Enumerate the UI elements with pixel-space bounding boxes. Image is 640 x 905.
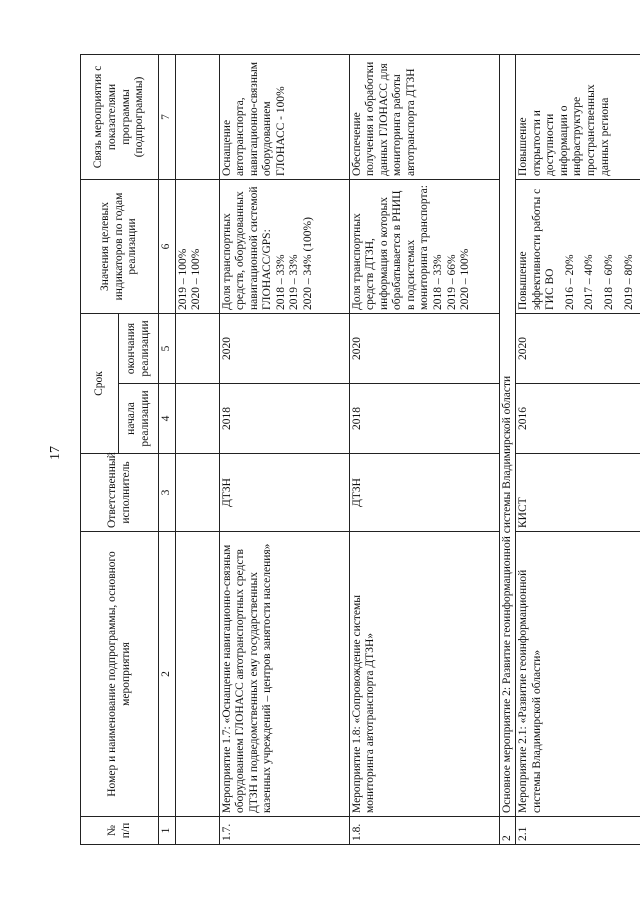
column-number: 2 [159, 532, 176, 817]
row-link [175, 54, 219, 179]
row-indicators [349, 179, 499, 313]
row-link: Обеспечение получения и обработки данных ГЛОНАСС для мониторинга работы автотранспорта ДТЗН [349, 54, 499, 179]
table-row [175, 54, 219, 844]
row-name: Мероприятие 1.8: «Сопровождение системы мониторинга автотранспорта ДТЗН» [349, 532, 499, 817]
header-end: окончания реализации [119, 313, 159, 383]
indicator-line: 2019 – 33% [288, 254, 301, 310]
row-num [175, 817, 219, 845]
indicator-line: Доля транспортных средств ДТЗН, информация о которых обрабатывается в РНИЦ в подсистемах мониторинга транспорта: [350, 185, 431, 310]
row-executor: ДТЗН [219, 454, 349, 532]
row-link: Повышение открытости и доступности информации о инфраструктуре пространственных данных региона [516, 54, 640, 179]
indicator-line: 2018 – 33% [431, 254, 444, 310]
rotated-table-wrapper [80, 55, 640, 845]
header-name: Номер и наименование подпрограммы, основного мероприятия [81, 532, 159, 817]
section-title: Основное мероприятие 2: Развитие геоинформационной системы Владимирской области [499, 54, 516, 816]
header-term: Срок [81, 313, 119, 453]
row-executor: КИСТ [516, 454, 640, 532]
column-number: 3 [159, 454, 176, 532]
column-number: 4 [159, 384, 176, 454]
header-num: № п/п [81, 817, 159, 845]
indicator-line: 2019 – 100% [176, 248, 189, 310]
row-name: Мероприятие 1.7: «Оснащение навигационно-связным оборудованием ГЛОНАСС автотранспортных средств ДТЗН и подведомственных ему государственных казенных учреждений – центров занятости населения» [219, 532, 349, 817]
indicator-line: 2017 – 40% [583, 254, 596, 310]
row-num: 1.7. [219, 817, 349, 845]
row-name [175, 532, 219, 817]
row-end: 2020 [349, 313, 499, 383]
table-row [219, 54, 349, 844]
header-start: начала реализации [119, 384, 159, 454]
indicator-line: 2020 – 100% [459, 248, 472, 310]
row-start: 2018 [349, 384, 499, 454]
indicator-line: 2019 – 66% [445, 254, 458, 310]
page-number: 17 [48, 446, 63, 460]
row-num: 1.8. [349, 817, 499, 845]
row-link: Оснащение автотранспорта, навигационно-связным оборудованием ГЛОНАСС - 100% [219, 54, 349, 179]
indicator-line: 2020 – 34% (100%) [301, 217, 314, 310]
header-executor: Ответственный исполнитель [81, 454, 159, 532]
row-start: 2018 [219, 384, 349, 454]
indicator-line: Повышение эффективности работы с ГИС ВО [517, 188, 557, 310]
section-row [499, 54, 516, 844]
row-executor [175, 454, 219, 532]
column-number: 6 [159, 179, 176, 313]
row-start: 2016 [516, 384, 640, 454]
row-end: 2020 [219, 313, 349, 383]
indicator-line: 2020 – 100% [190, 248, 203, 310]
indicator-line: 2018 – 33% [274, 254, 287, 310]
row-name: Мероприятие 2.1: «Развитие геоинформационной системы Владимирской области» [516, 532, 640, 817]
header-link: Связь мероприятия с показателями программы (подпрограммы) [81, 54, 159, 179]
row-start [175, 384, 219, 454]
row-end: 2020 [516, 313, 640, 383]
measures-table [80, 54, 640, 845]
column-numbers-row [159, 54, 176, 844]
column-number: 1 [159, 817, 176, 845]
section-num: 2 [499, 817, 516, 845]
indicator-line: Доля транспортных средств, оборудованных навигационной системой ГЛОНАСС/GPS: [220, 186, 274, 310]
indicator-line: 2016 – 20% [563, 254, 576, 310]
column-number: 5 [159, 313, 176, 383]
column-number: 7 [159, 54, 176, 179]
table-row [349, 54, 499, 844]
row-end [175, 313, 219, 383]
indicator-line: 2019 – 80% [622, 254, 635, 310]
row-executor: ДТЗН [349, 454, 499, 532]
row-indicators [516, 179, 640, 313]
row-num: 2.1 [516, 817, 640, 845]
header-indicators: Значения целевых индикаторов по годам реализации [81, 179, 159, 313]
table-row [516, 54, 640, 844]
indicator-line: 2018 – 60% [602, 254, 615, 310]
row-indicators [175, 179, 219, 313]
row-indicators [219, 179, 349, 313]
